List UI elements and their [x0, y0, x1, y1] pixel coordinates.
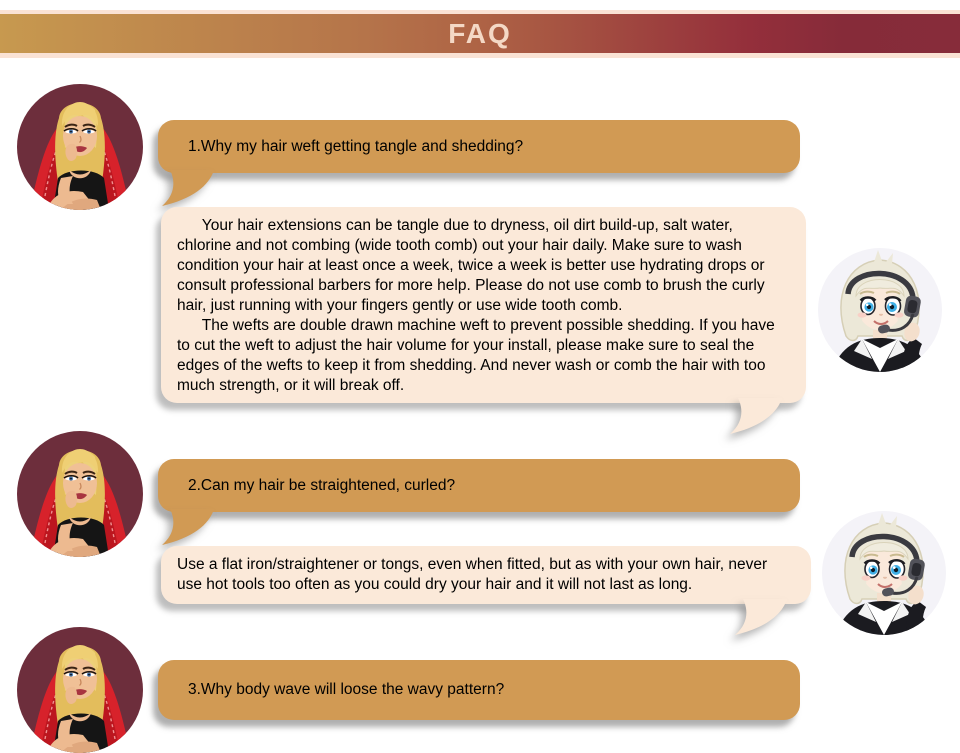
answer-bubble-1: [161, 207, 806, 403]
headset-agent-icon: [818, 248, 942, 372]
answer-paragraph: Your hair extensions can be tangle due to dryness, oil dirt build-up, salt water, chlorine and not combing (wide tooth comb) out your hair daily. Make sure to wash condition your hair at least once a week, twice a week is better use hydrating drops or consult professional barbers for more help. Please do not use comb to brush the curly hair, just running with your fingers gently or use wide tooth comb.: [177, 217, 765, 314]
answer-bubble-2: [161, 546, 811, 604]
faq-header: [0, 10, 960, 58]
question-bubble-1: [158, 120, 800, 173]
blonde-woman-icon: [17, 431, 143, 557]
faq-title: FAQ: [448, 17, 512, 49]
answer-paragraph: Use a flat iron/straightener or tongs, even when fitted, but as with your own hair, never use hot tools too often as you could dry your hair and it will not last as long.: [177, 556, 768, 593]
question-text-2: 2.Can my hair be straightened, curled?: [188, 476, 456, 494]
question-bubble-3: [158, 660, 800, 720]
answer-paragraph: The wefts are double drawn machine weft to prevent possible shedding. If you have to cut the weft to adjust the hair volume for your install, please make sure to seal the edges of the wefts to keep it from shedding. And never wash or comb the hair with too much strength, or it will break off.: [177, 317, 775, 394]
speech-tail-icon: [162, 170, 220, 206]
speech-tail-icon: [735, 599, 793, 635]
question-text-3: 3.Why body wave will loose the wavy pattern?: [188, 681, 505, 698]
question-bubble-2: [158, 459, 800, 512]
blonde-woman-icon: [17, 627, 143, 753]
speech-tail-icon: [730, 398, 788, 434]
speech-tail-icon: [162, 509, 220, 545]
support-agent-avatar-2: [822, 511, 946, 635]
customer-avatar-3: [17, 627, 143, 753]
headset-agent-icon: [822, 511, 946, 635]
customer-avatar-1: [17, 84, 143, 210]
support-agent-avatar-1: [818, 248, 942, 372]
blonde-woman-icon: [17, 84, 143, 210]
customer-avatar-2: [17, 431, 143, 557]
question-text-1: 1.Why my hair weft getting tangle and shedding?: [188, 137, 524, 155]
